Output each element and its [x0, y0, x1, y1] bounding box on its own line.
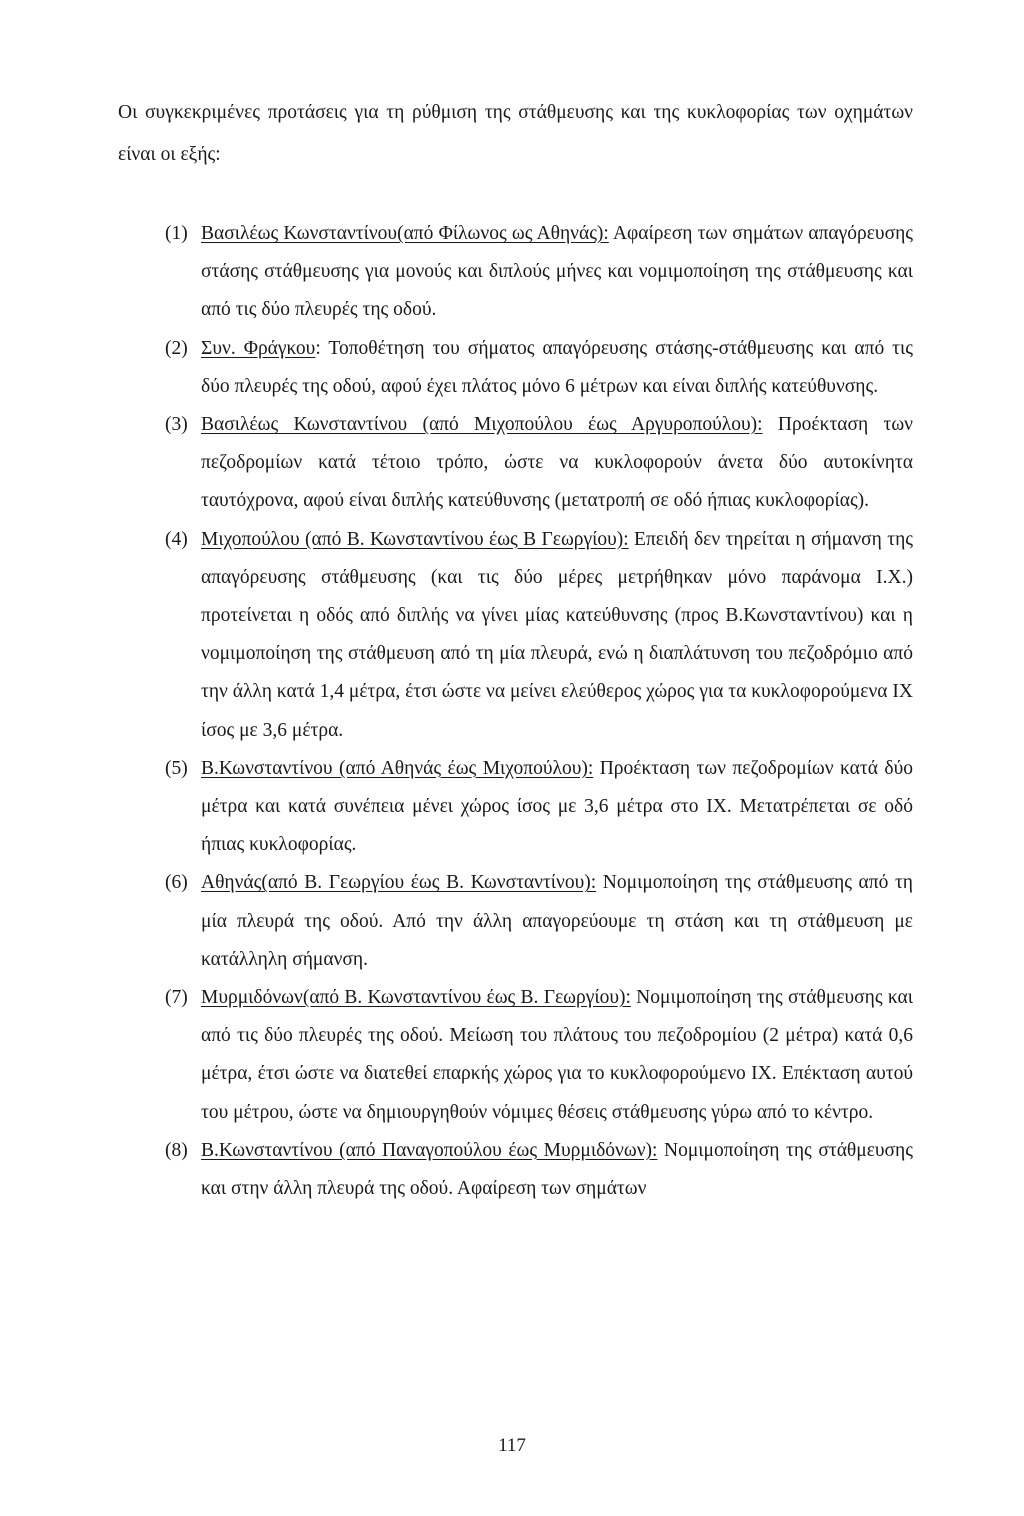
proposal-number: (3) — [165, 414, 188, 436]
proposal-text: Νομιμοποίηση της στάθμευσης και στην άλλη πλευρά της οδού. Αφαίρεση των σημάτων — [201, 1139, 913, 1200]
proposal-item-8 — [165, 1132, 913, 1208]
proposal-text: Αφαίρεση των σημάτων απαγόρευσης στάσης στάθμευσης για μονούς και διπλούς μήνες και νομιμοποίηση της στάθμευσης και από τις δύο πλευρές της οδού. — [201, 223, 914, 321]
proposal-street: Συν. Φράγκου — [201, 337, 316, 359]
proposal-number: (7) — [165, 987, 188, 1009]
proposal-text: Νομιμοποίηση της στάθμευσης και από τις δύο πλευρές της οδού. Μείωση του πλάτους του πεζοδρομίου (2 μέτρα) κατά 0,6 μέτρα, έτσι ώστε να διατεθεί επαρκής χώρος για το κυκλοφορούμενο ΙΧ. Επέκταση αυτού του μέτρου, ώστε να δημιουργηθούν νόμιμες θέσεις στάθμευσης γύρω από το κέντρο. — [201, 987, 913, 1123]
proposal-number: (4) — [165, 528, 188, 550]
proposal-text: Προέκταση των πεζοδρομίων κατά δύο μέτρα και κατά συνέπεια μένει χώρος ίσος με 3,6 μέτρα στο ΙΧ. Μετατρέπεται σε οδό ήπιας κυκλοφορίας. — [201, 757, 913, 856]
proposal-street: Β.Κωνσταντίνου (από Αθηνάς έως Μιχοπούλου): — [201, 757, 594, 779]
proposal-number: (8) — [165, 1139, 188, 1161]
proposals-list — [165, 215, 913, 1208]
proposal-street: Βασιλέως Κωνσταντίνου (από Μιχοπούλου έως Αργυροπούλου): — [201, 414, 763, 436]
proposal-number: (2) — [165, 337, 188, 359]
proposal-street: Βασιλέως Κωνσταντίνου(από Φίλωνος ως Αθηνάς): — [201, 223, 609, 244]
proposal-text: Προέκταση των πεζοδρομίων κατά τέτοιο τρόπο, ώστε να κυκλοφορούν άνετα δύο αυτοκίνητα ταυτόχρονα, αφού είναι διπλής κατεύθυνσης (μετατροπή σε οδό ήπιας κυκλοφορίας). — [201, 414, 913, 512]
proposal-item-6 — [165, 864, 913, 979]
proposal-text: : Τοποθέτηση του σήματος απαγόρευσης στάσης-στάθμευσης και από τις δύο πλευρές της οδού, αφού έχει πλάτος μόνο 6 μέτρων και είναι διπλής κατεύθυνσης. — [201, 337, 913, 397]
proposal-number: (5) — [165, 757, 188, 779]
proposal-number: (6) — [165, 872, 188, 894]
proposal-street: Μυρμιδόνων(από Β. Κωνσταντίνου έως Β. Γεωργίου): — [201, 987, 631, 1009]
proposal-item-2 — [165, 330, 913, 406]
proposal-item-5 — [165, 750, 913, 865]
proposal-item-1 — [165, 215, 913, 330]
proposal-street: Αθηνάς(από Β. Γεωργίου έως Β. Κωνσταντίνου): — [201, 872, 597, 894]
intro-paragraph: Οι συγκεκριμένες προτάσεις για τη ρύθμιση της στάθμευσης και της κυκλοφορίας των οχημάτων είναι οι εξής: — [118, 102, 913, 165]
proposal-number: (1) — [165, 223, 188, 244]
proposal-item-7 — [165, 979, 913, 1132]
proposal-item-4 — [165, 521, 913, 750]
proposal-text: Επειδή δεν τηρείται η σήμανση της απαγόρευσης στάθμευσης (και τις δύο μέρες μετρήθηκαν μόνο παράνομα Ι.Χ.) προτείνεται η οδός από διπλής να γίνει μίας κατεύθυνσης (προς Β.Κωνσταντίνου) και η νομιμοποίηση της στάθμευση από τη μία πλευρά, ενώ η διαπλάτυνση του πεζοδρόμιο από την άλλη κατά 1,4 μέτρα, έτσι ώστε να μείνει ελεύθερος χώρος για τα κυκλοφορούμενα ΙΧ ίσος με 3,6 μέτρα. — [201, 528, 913, 741]
page-number: 117 — [498, 1435, 526, 1456]
proposal-text: Νομιμοποίηση της στάθμευσης από τη μία πλευρά της οδού. Από την άλλη απαγορεύουμε τη στάση και τη στάθμευση με κατάλληλη σήμανση. — [201, 872, 913, 970]
proposal-street: Μιχοπούλου (από Β. Κωνσταντίνου έως Β Γεωργίου): — [201, 528, 629, 550]
proposal-street: Β.Κωνσταντίνου (από Παναγοπούλου έως Μυρμιδόνων): — [201, 1139, 658, 1161]
proposal-item-3 — [165, 406, 913, 521]
